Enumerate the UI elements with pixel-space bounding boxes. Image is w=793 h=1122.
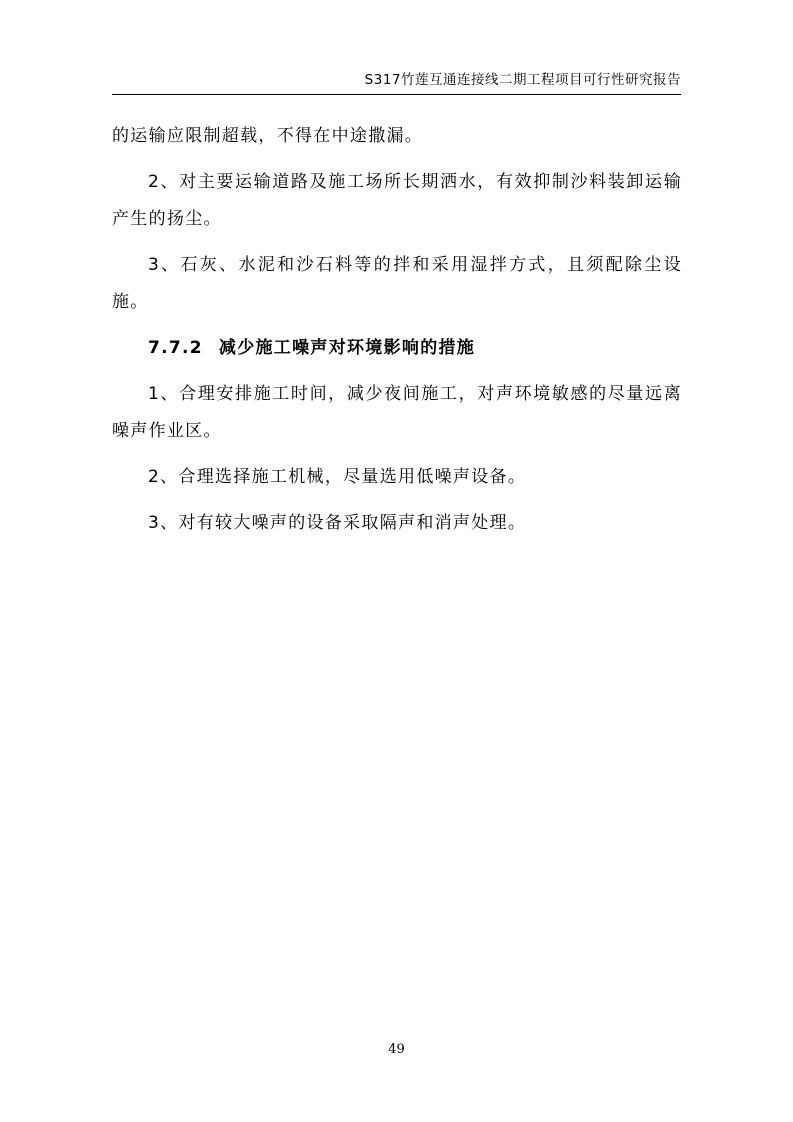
paragraph-noise-item-1: 1、合理安排施工时间，减少夜间施工，对声环境敏感的尽量远离噪声作业区。	[112, 384, 682, 441]
header-divider	[112, 94, 681, 95]
section-number: 7.7.2	[148, 338, 203, 358]
paragraph-noise-item-2: 2、合理选择施工机械，尽量选用低噪声设备。	[148, 467, 527, 487]
paragraph-item-2: 2、对主要运输道路及施工场所长期洒水，有效抑制沙料装卸运输产生的扬尘。	[112, 172, 682, 229]
section-heading	[112, 330, 682, 367]
paragraph-continuation: 的运输应限制超载，不得在中途撒漏。	[112, 126, 424, 146]
section-title: 减少施工噪声对环境影响的措施	[218, 338, 476, 358]
page-body	[112, 118, 682, 551]
page-number: 49	[388, 1042, 405, 1057]
running-header: S317竹莲互通连接线二期工程项目可行性研究报告	[364, 72, 681, 88]
paragraph-item-3: 3、石灰、水泥和沙石料等的拌和采用湿拌方式，且须配除尘设施。	[112, 255, 682, 312]
paragraph-noise-item-3: 3、对有较大噪声的设备采取隔声和消声处理。	[148, 513, 527, 533]
